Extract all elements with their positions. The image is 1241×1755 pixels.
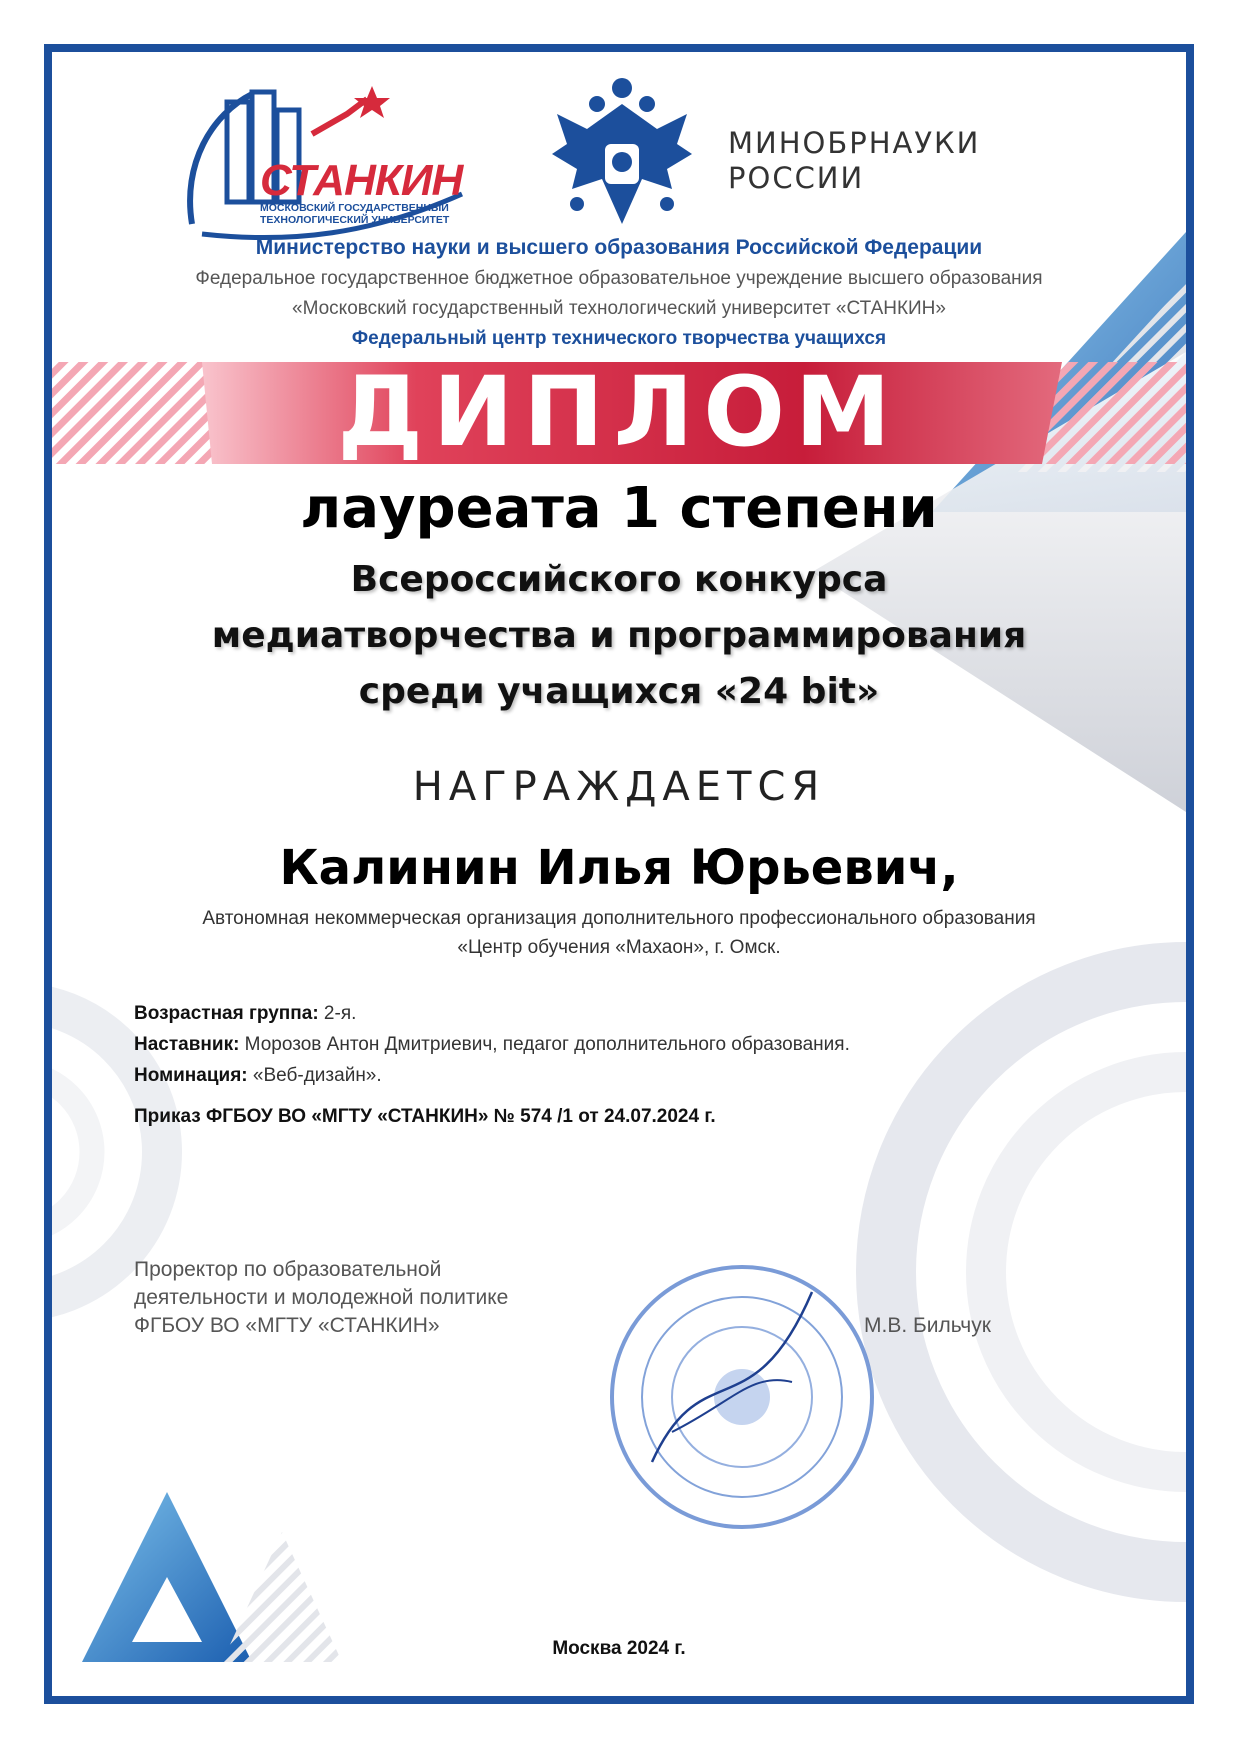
diploma-title: ДИПЛОМ bbox=[337, 356, 901, 468]
signatory-line3: ФГБОУ ВО «МГТУ «СТАНКИН» bbox=[134, 1314, 440, 1337]
center-heading: Федеральный центр технического творчества учащихся bbox=[351, 328, 887, 349]
recipient-name-row bbox=[52, 840, 1186, 896]
signatory-line1: Проректор по образовательной bbox=[134, 1258, 442, 1281]
contest-line1: Всероссийского конкурса bbox=[350, 559, 888, 600]
nomination-value: «Веб-дизайн». bbox=[247, 1065, 382, 1086]
details-block bbox=[134, 998, 1134, 1091]
age-group-value: 2-я. bbox=[318, 1003, 357, 1024]
diploma-frame bbox=[44, 44, 1194, 1704]
stankin-subtitle bbox=[260, 202, 470, 226]
city-year: Москва 2024 г. bbox=[552, 1638, 686, 1659]
arc-right-inner bbox=[986, 1072, 1186, 1472]
mentor-row bbox=[134, 1029, 1134, 1060]
age-group-row bbox=[134, 998, 1134, 1029]
mentor-value: Морозов Антон Дмитриевич, педагог дополнительного образования. bbox=[239, 1034, 850, 1055]
stankin-subtitle-line1: МОСКОВСКИЙ ГОСУДАРСТВЕННЫЙ bbox=[260, 202, 449, 214]
organization-line2: «Центр обучения «Махаон», г. Омск. bbox=[457, 937, 781, 958]
recipient-name-comma: , bbox=[940, 840, 959, 896]
contest-line3: среди учащихся «24 bit» bbox=[358, 671, 880, 712]
arc-left-inner bbox=[52, 1072, 92, 1232]
university-heading: «Московский государственный технологический университет «СТАНКИН» bbox=[292, 298, 946, 319]
organization-line1: Автономная некоммерческая организация дополнительного профессионального образования bbox=[202, 908, 1036, 929]
nomination-row bbox=[134, 1060, 1134, 1091]
recipient-organization bbox=[52, 904, 1186, 962]
signatory-name: М.В. Бильчук bbox=[864, 1314, 991, 1337]
minobrnauki-line2: РОССИИ bbox=[728, 161, 865, 195]
stankin-wordmark: СТАНКИН bbox=[260, 156, 463, 205]
signatory-position bbox=[134, 1256, 614, 1340]
recipient-name: Калинин Илья Юрьевич bbox=[279, 840, 941, 896]
mentor-label: Наставник: bbox=[134, 1034, 240, 1055]
coat-of-arms-icon bbox=[547, 74, 697, 234]
ministry-heading: Министерство науки и высшего образования Российской Федерации bbox=[255, 236, 983, 259]
contest-name bbox=[52, 552, 1186, 720]
contest-line2: медиатворчества и программирования bbox=[211, 615, 1027, 656]
official-stamp bbox=[612, 1267, 872, 1527]
nomination-label: Номинация: bbox=[134, 1065, 248, 1086]
stankin-subtitle-line2: ТЕХНОЛОГИЧЕСКИЙ УНИВЕРСИТЕТ bbox=[260, 214, 450, 226]
awarded-label: НАГРАЖДАЕТСЯ bbox=[412, 764, 826, 810]
age-group-label: Возрастная группа: bbox=[134, 1003, 319, 1024]
minobrnauki-line1: МИНОБРНАУКИ bbox=[728, 126, 981, 160]
minobrnauki-logo bbox=[728, 126, 980, 196]
fgbou-heading: Федеральное государственное бюджетное образовательное учреждение высшего образования bbox=[195, 268, 1043, 289]
signatory-line2: деятельности и молодежной политике bbox=[134, 1286, 509, 1309]
laureate-degree: лауреата 1 степени bbox=[300, 476, 938, 541]
order-reference: Приказ ФГБОУ ВО «МГТУ «СТАНКИН» № 574 /1 от 24.07.2024 г. bbox=[134, 1106, 716, 1127]
